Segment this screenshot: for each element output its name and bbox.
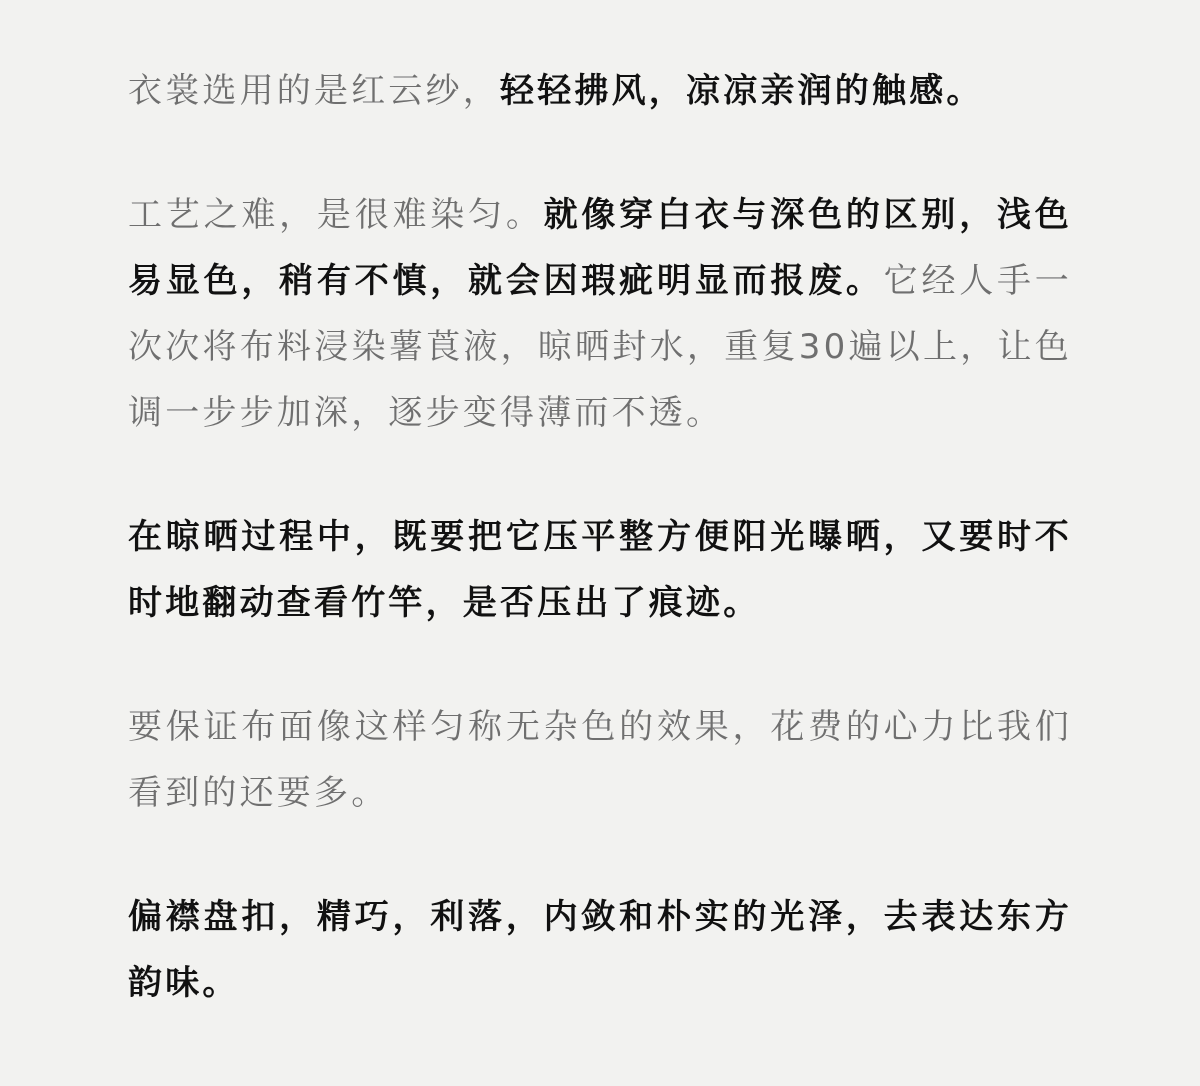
- text-run-emphasis: 在晾晒过程中，既要把它压平整方便阳光曝晒，又要时不时地翻动查看竹竿，是否压出了痕迹。: [128, 517, 1072, 623]
- paragraph-2: [128, 182, 1072, 446]
- text-run: 工艺之难，是很难染匀。: [128, 195, 544, 235]
- text-run-emphasis: 轻轻拂风，凉凉亲润的触感。: [500, 71, 984, 111]
- text-run: 它经人手一次次将布料浸染薯莨液，晾晒封水，重复30遍以上，让色调一步步加深，逐步变得薄而不透。: [128, 261, 1073, 433]
- paragraph-5: [128, 884, 1072, 1016]
- text-run: 衣裳选用的是红云纱，: [128, 71, 500, 111]
- paragraph-3: [128, 504, 1072, 636]
- paragraph-4: [128, 694, 1072, 826]
- text-run-emphasis: 偏襟盘扣，精巧，利落，内敛和朴实的光泽，去表达东方韵味。: [128, 897, 1072, 1003]
- article-body: [128, 58, 1072, 1016]
- text-run-emphasis: 就像穿白衣与深色的区别，浅色易显色，稍有不慎，就会因瑕疵明显而报废。: [128, 195, 1072, 301]
- paragraph-1: [128, 58, 1072, 124]
- text-run: 要保证布面像这样匀称无杂色的效果，花费的心力比我们看到的还要多。: [128, 707, 1072, 813]
